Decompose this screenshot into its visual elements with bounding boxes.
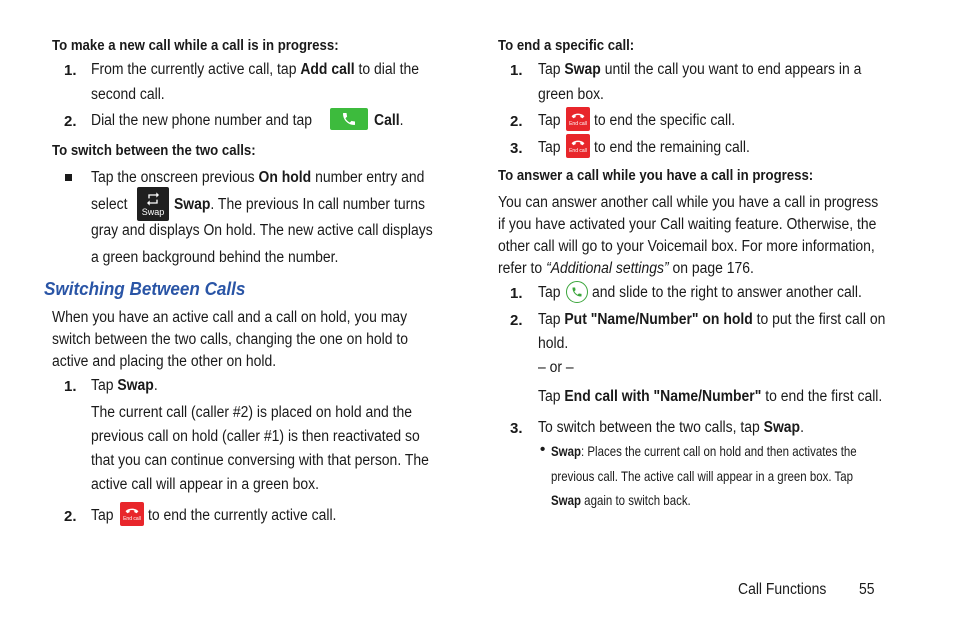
- intro-text: When you have an active call and a call on hold, you may: [52, 309, 408, 326]
- text: Tap: [91, 377, 118, 394]
- heading-answer-call: To answer a call while you have a call in progress:: [498, 167, 814, 184]
- heading-end-call: To end a specific call:: [498, 37, 635, 54]
- square-bullet-icon: [65, 174, 72, 181]
- text: until the call you want to end appears in a: [600, 61, 862, 78]
- section-title: Switching Between Calls: [44, 279, 246, 299]
- swap-icon-label: Swap: [141, 207, 165, 217]
- text: .: [399, 112, 404, 129]
- step-text-cont: second call.: [91, 86, 165, 103]
- step-text: [91, 112, 312, 130]
- intro-text: switch between the two calls, changing the one on hold to: [52, 331, 408, 348]
- paragraph-text: other call will go to your Voicemail box. For more information,: [498, 238, 875, 255]
- or-separator: – or –: [538, 359, 574, 376]
- end-call-icon-label: End call: [569, 147, 587, 154]
- add-call-label: Add call: [300, 61, 355, 78]
- text: Tap: [538, 388, 565, 405]
- step-detail: The current call (caller #2) is placed on hold and the: [91, 404, 413, 421]
- step-number: 2.: [510, 312, 523, 329]
- step-text: Tap: [91, 507, 114, 524]
- bullet-text: [91, 169, 424, 187]
- swap-label: Swap: [174, 196, 211, 213]
- paragraph-text: if you have activated your Call waiting feature. Otherwise, the: [498, 216, 877, 233]
- step-text: [538, 388, 882, 406]
- step-text: and slide to the right to answer another call.: [592, 284, 862, 301]
- step-text: [538, 419, 804, 437]
- swap-label: Swap: [551, 443, 581, 459]
- step-detail: active call will appear in a green box.: [91, 476, 319, 493]
- step-number: 3.: [510, 140, 523, 157]
- step-text: [91, 61, 419, 79]
- text: again to switch back.: [580, 492, 691, 508]
- step-number: 1.: [64, 378, 77, 395]
- text: Tap: [538, 61, 565, 78]
- bullet-text: gray and displays On hold. The new active call displays: [91, 222, 433, 239]
- end-call-icon: [566, 134, 590, 158]
- sub-bullet: •: [540, 441, 546, 458]
- phone-icon: [566, 281, 588, 303]
- swap-button-icon: [137, 187, 169, 221]
- step-number: 2.: [64, 508, 77, 525]
- step-text: to end the specific call.: [594, 112, 736, 129]
- footer-section-name: Call Functions: [738, 581, 827, 598]
- end-call-icon-label: End call: [123, 515, 141, 522]
- end-call-button-icon: [120, 502, 144, 526]
- additional-settings-link[interactable]: “Additional settings”: [546, 260, 669, 277]
- step-number: 2.: [64, 113, 77, 130]
- step-detail: that you can continue conversing with that person. The: [91, 452, 429, 469]
- answer-call-button-icon: [566, 281, 588, 303]
- end-call-icon: [120, 502, 144, 526]
- step-text-end: [374, 112, 403, 130]
- text: on page 176.: [668, 260, 754, 277]
- end-call-icon-label: End call: [569, 120, 587, 127]
- end-call-icon: [566, 107, 590, 131]
- text: To switch between the two calls, tap: [538, 419, 764, 436]
- swap-label: Swap: [117, 377, 154, 394]
- text: number entry and: [311, 169, 425, 186]
- page-number: 55: [859, 581, 875, 598]
- step-text: Tap: [538, 139, 561, 156]
- text: refer to: [498, 260, 547, 277]
- step-number: 3.: [510, 420, 523, 437]
- text: to dial the: [354, 61, 419, 78]
- step-text: Tap: [538, 112, 561, 129]
- paragraph-text: [498, 260, 754, 278]
- paragraph-text: You can answer another call while you have a call in progress: [498, 194, 879, 211]
- step-detail: previous call on hold (caller #1) is then reactivated so: [91, 428, 420, 445]
- step-text: to end the currently active call.: [148, 507, 337, 524]
- bullet-text: [174, 196, 425, 214]
- text: to end the first call.: [761, 388, 883, 405]
- put-on-hold-label: Put "Name/Number" on hold: [564, 311, 753, 328]
- step-text: [538, 311, 885, 329]
- step-text: [538, 61, 861, 79]
- end-call-button-icon: [566, 107, 590, 131]
- bullet-text: a green background behind the number.: [91, 249, 339, 266]
- heading-new-call: To make a new call while a call is in progress:: [52, 37, 339, 54]
- swap-label: Swap: [564, 61, 601, 78]
- end-call-with-label: End call with "Name/Number": [564, 388, 762, 405]
- step-text: to end the remaining call.: [594, 139, 750, 156]
- repeat-arrows-icon: [145, 191, 161, 207]
- swap-label: Swap: [551, 492, 581, 508]
- text: .: [153, 377, 158, 394]
- step-text-cont: hold.: [538, 335, 569, 352]
- swap-icon: [137, 187, 169, 221]
- call-label: Call: [374, 112, 400, 129]
- text: : Places the current call on hold and then activates the: [580, 443, 857, 459]
- text: Tap: [538, 311, 565, 328]
- text: . The previous In call number turns: [210, 196, 425, 213]
- swap-label: Swap: [763, 419, 801, 436]
- step-text-cont: green box.: [538, 86, 604, 103]
- step-text: Tap: [538, 284, 561, 301]
- text: .: [800, 419, 804, 436]
- on-hold-label: On hold: [258, 169, 312, 186]
- sub-bullet-text: [551, 443, 857, 459]
- step-number: 1.: [510, 285, 523, 302]
- bullet-text: select: [91, 196, 128, 213]
- step-number: 2.: [510, 113, 523, 130]
- end-call-button-icon: [566, 134, 590, 158]
- step-number: 1.: [510, 62, 523, 79]
- step-number: 1.: [64, 62, 77, 79]
- text: Tap the onscreen previous: [91, 169, 259, 186]
- phone-icon: [330, 108, 368, 130]
- intro-text: active and placing the other on hold.: [52, 353, 277, 370]
- call-button-icon: [330, 108, 368, 130]
- step-text: [91, 377, 158, 395]
- sub-bullet-text: previous call. The active call will appear in a green box. Tap: [551, 468, 854, 484]
- text: From the currently active call, tap: [91, 61, 301, 78]
- text: Dial the new phone number and tap: [91, 112, 313, 129]
- text: to put the first call on: [752, 311, 886, 328]
- heading-switch: To switch between the two calls:: [52, 142, 256, 159]
- sub-bullet-text: [551, 492, 691, 508]
